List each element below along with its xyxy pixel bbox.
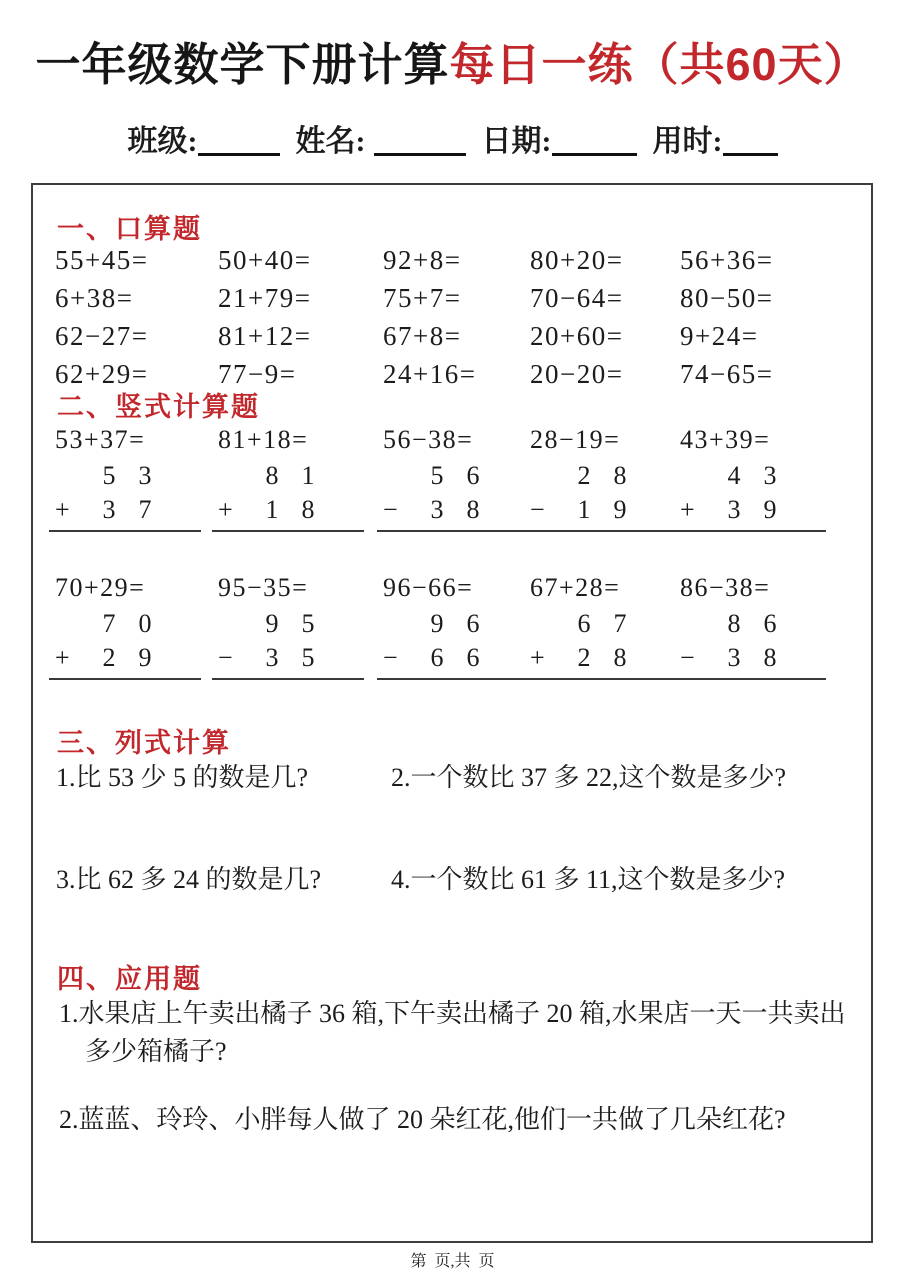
name-blank-line xyxy=(374,152,466,156)
date-label: 日期: xyxy=(481,125,552,158)
vertical-bottom-number xyxy=(55,493,218,527)
digit: 1 xyxy=(265,495,279,524)
section-vertical-heading: 二、竖式计算题 xyxy=(57,392,260,422)
class-blank-line xyxy=(198,152,280,156)
answer-line xyxy=(377,678,529,680)
answer-line xyxy=(674,530,826,532)
answer-line xyxy=(674,678,826,680)
oral-problem: 20+60= xyxy=(530,321,624,351)
vertical-top-number xyxy=(55,459,218,493)
digit: 8 xyxy=(301,495,315,524)
digit: 2 xyxy=(577,461,591,490)
vertical-problem xyxy=(530,423,680,532)
section-oral-heading: 一、口算题 xyxy=(57,214,202,244)
operator-sign: − xyxy=(383,643,398,672)
vertical-equation: 67+28= xyxy=(530,573,621,602)
digit: 9 xyxy=(613,495,627,524)
digit: 4 xyxy=(727,461,741,490)
digit: 8 xyxy=(613,643,627,672)
vertical-problem xyxy=(383,571,530,680)
oral-problem: 9+24= xyxy=(680,321,759,351)
listed-problem: 2.一个数比 37 多 22,这个数是多少? xyxy=(391,763,787,792)
digit: 2 xyxy=(102,643,116,672)
digit: 3 xyxy=(430,495,444,524)
digit: 3 xyxy=(138,461,152,490)
digit: 3 xyxy=(727,643,741,672)
listed-problem: 4.一个数比 61 多 11,这个数是多少? xyxy=(391,865,786,894)
digit: 5 xyxy=(301,609,315,638)
operator-sign: + xyxy=(55,495,70,524)
answer-line xyxy=(524,678,676,680)
name-field xyxy=(296,116,466,160)
digit: 8 xyxy=(613,461,627,490)
oral-problem: 77−9= xyxy=(218,359,297,389)
vertical-bottom-number xyxy=(530,493,680,527)
answer-line xyxy=(212,530,364,532)
vertical-problem xyxy=(530,571,680,680)
answer-line xyxy=(524,530,676,532)
vertical-top-number xyxy=(55,607,218,641)
vertical-equation: 96−66= xyxy=(383,573,474,602)
oral-problem: 50+40= xyxy=(218,245,312,275)
operator-sign: − xyxy=(530,495,545,524)
vertical-equation: 43+39= xyxy=(680,425,771,454)
section-listed-heading: 三、列式计算 xyxy=(57,728,231,758)
vertical-problem xyxy=(680,423,871,532)
operator-sign: − xyxy=(218,643,233,672)
digit: 7 xyxy=(102,609,116,638)
vertical-top-number xyxy=(530,607,680,641)
listed-problems-grid xyxy=(33,761,871,897)
title-black-part: 一年级数学下册计算 xyxy=(35,39,450,90)
vertical-top-number xyxy=(530,459,680,493)
vertical-bottom-number xyxy=(680,493,871,527)
vertical-top-number xyxy=(218,459,383,493)
operator-sign: + xyxy=(218,495,233,524)
operator-sign: − xyxy=(680,643,695,672)
vertical-top-number xyxy=(383,459,530,493)
digit: 5 xyxy=(430,461,444,490)
digit: 8 xyxy=(763,643,777,672)
vertical-problems-row-1 xyxy=(33,423,871,532)
oral-problem: 21+79= xyxy=(218,283,312,313)
time-blank-line xyxy=(723,152,778,156)
vertical-bottom-number xyxy=(383,641,530,675)
digit: 6 xyxy=(466,643,480,672)
vertical-equation: 56−38= xyxy=(383,425,474,454)
oral-problem: 80+20= xyxy=(530,245,624,275)
vertical-problem xyxy=(680,571,871,680)
oral-problem: 81+12= xyxy=(218,321,312,351)
listed-problem: 3.比 62 多 24 的数是几? xyxy=(56,865,322,894)
digit: 6 xyxy=(430,643,444,672)
operator-sign: + xyxy=(680,495,695,524)
digit: 6 xyxy=(466,461,480,490)
time-label: 用时: xyxy=(652,125,723,158)
digit: 7 xyxy=(138,495,152,524)
oral-problem: 70−64= xyxy=(530,283,624,313)
oral-problems-grid xyxy=(33,241,871,393)
vertical-bottom-number xyxy=(218,493,383,527)
answer-line xyxy=(212,678,364,680)
digit: 3 xyxy=(763,461,777,490)
digit: 9 xyxy=(265,609,279,638)
listed-problem: 1.比 53 少 5 的数是几? xyxy=(56,763,309,792)
vertical-top-number xyxy=(383,607,530,641)
vertical-bottom-number xyxy=(55,641,218,675)
oral-problem: 75+7= xyxy=(383,283,462,313)
digit: 1 xyxy=(577,495,591,524)
digit: 3 xyxy=(102,495,116,524)
digit: 5 xyxy=(301,643,315,672)
vertical-top-number xyxy=(680,607,871,641)
page-footer: 第 页,共 页 xyxy=(410,1253,495,1270)
vertical-problem xyxy=(55,571,218,680)
digit: 9 xyxy=(430,609,444,638)
oral-problem: 62−27= xyxy=(55,321,149,351)
digit: 6 xyxy=(763,609,777,638)
vertical-problem xyxy=(218,571,383,680)
digit: 3 xyxy=(727,495,741,524)
vertical-equation: 81+18= xyxy=(218,425,309,454)
digit: 5 xyxy=(102,461,116,490)
digit: 3 xyxy=(265,643,279,672)
operator-sign: + xyxy=(55,643,70,672)
digit: 1 xyxy=(301,461,315,490)
answer-line xyxy=(49,678,201,680)
vertical-bottom-number xyxy=(383,493,530,527)
digit: 8 xyxy=(727,609,741,638)
vertical-problem xyxy=(383,423,530,532)
vertical-equation: 95−35= xyxy=(218,573,309,602)
answer-line xyxy=(377,530,529,532)
digit: 7 xyxy=(613,609,627,638)
page-title xyxy=(0,28,905,93)
class-label: 班级: xyxy=(127,125,198,158)
vertical-equation: 28−19= xyxy=(530,425,621,454)
date-blank-line xyxy=(552,152,637,156)
applied-problem: 1.水果店上午卖出橘子 36 箱,下午卖出橘子 20 箱,水果店一天一共卖出多少箱橘子? xyxy=(59,999,846,1066)
oral-problem: 56+36= xyxy=(680,245,774,275)
oral-problem: 20−20= xyxy=(530,359,624,389)
title-red-part: 每日一练（共60天） xyxy=(449,39,870,90)
digit: 8 xyxy=(265,461,279,490)
digit: 2 xyxy=(577,643,591,672)
student-info-line xyxy=(0,116,905,160)
operator-sign: + xyxy=(530,643,545,672)
name-label: 姓名: xyxy=(295,125,366,158)
answer-line xyxy=(49,530,201,532)
date-field xyxy=(482,116,637,160)
vertical-equation: 86−38= xyxy=(680,573,771,602)
oral-problem: 92+8= xyxy=(383,245,462,275)
oral-problem: 67+8= xyxy=(383,321,462,351)
oral-problem: 74−65= xyxy=(680,359,774,389)
digit: 8 xyxy=(466,495,480,524)
digit: 0 xyxy=(138,609,152,638)
oral-problem: 55+45= xyxy=(55,245,149,275)
oral-problem: 24+16= xyxy=(383,359,477,389)
vertical-equation: 70+29= xyxy=(55,573,146,602)
digit: 6 xyxy=(577,609,591,638)
operator-sign: − xyxy=(383,495,398,524)
applied-problem: 2.蓝蓝、玲玲、小胖每人做了 20 朵红花,他们一共做了几朵红花? xyxy=(59,1105,786,1134)
digit: 6 xyxy=(466,609,480,638)
oral-problem: 62+29= xyxy=(55,359,149,389)
section-applied-heading: 四、应用题 xyxy=(57,964,202,994)
vertical-problem xyxy=(218,423,383,532)
time-field xyxy=(653,116,778,160)
oral-problem: 80−50= xyxy=(680,283,774,313)
digit: 9 xyxy=(138,643,152,672)
vertical-problem xyxy=(55,423,218,532)
vertical-equation: 53+37= xyxy=(55,425,146,454)
vertical-bottom-number xyxy=(680,641,871,675)
worksheet-box xyxy=(31,183,873,1243)
digit: 9 xyxy=(763,495,777,524)
vertical-problems-row-2 xyxy=(33,571,871,680)
vertical-top-number xyxy=(680,459,871,493)
class-field xyxy=(128,116,280,160)
oral-problem: 6+38= xyxy=(55,283,134,313)
vertical-bottom-number xyxy=(218,641,383,675)
vertical-top-number xyxy=(218,607,383,641)
vertical-bottom-number xyxy=(530,641,680,675)
